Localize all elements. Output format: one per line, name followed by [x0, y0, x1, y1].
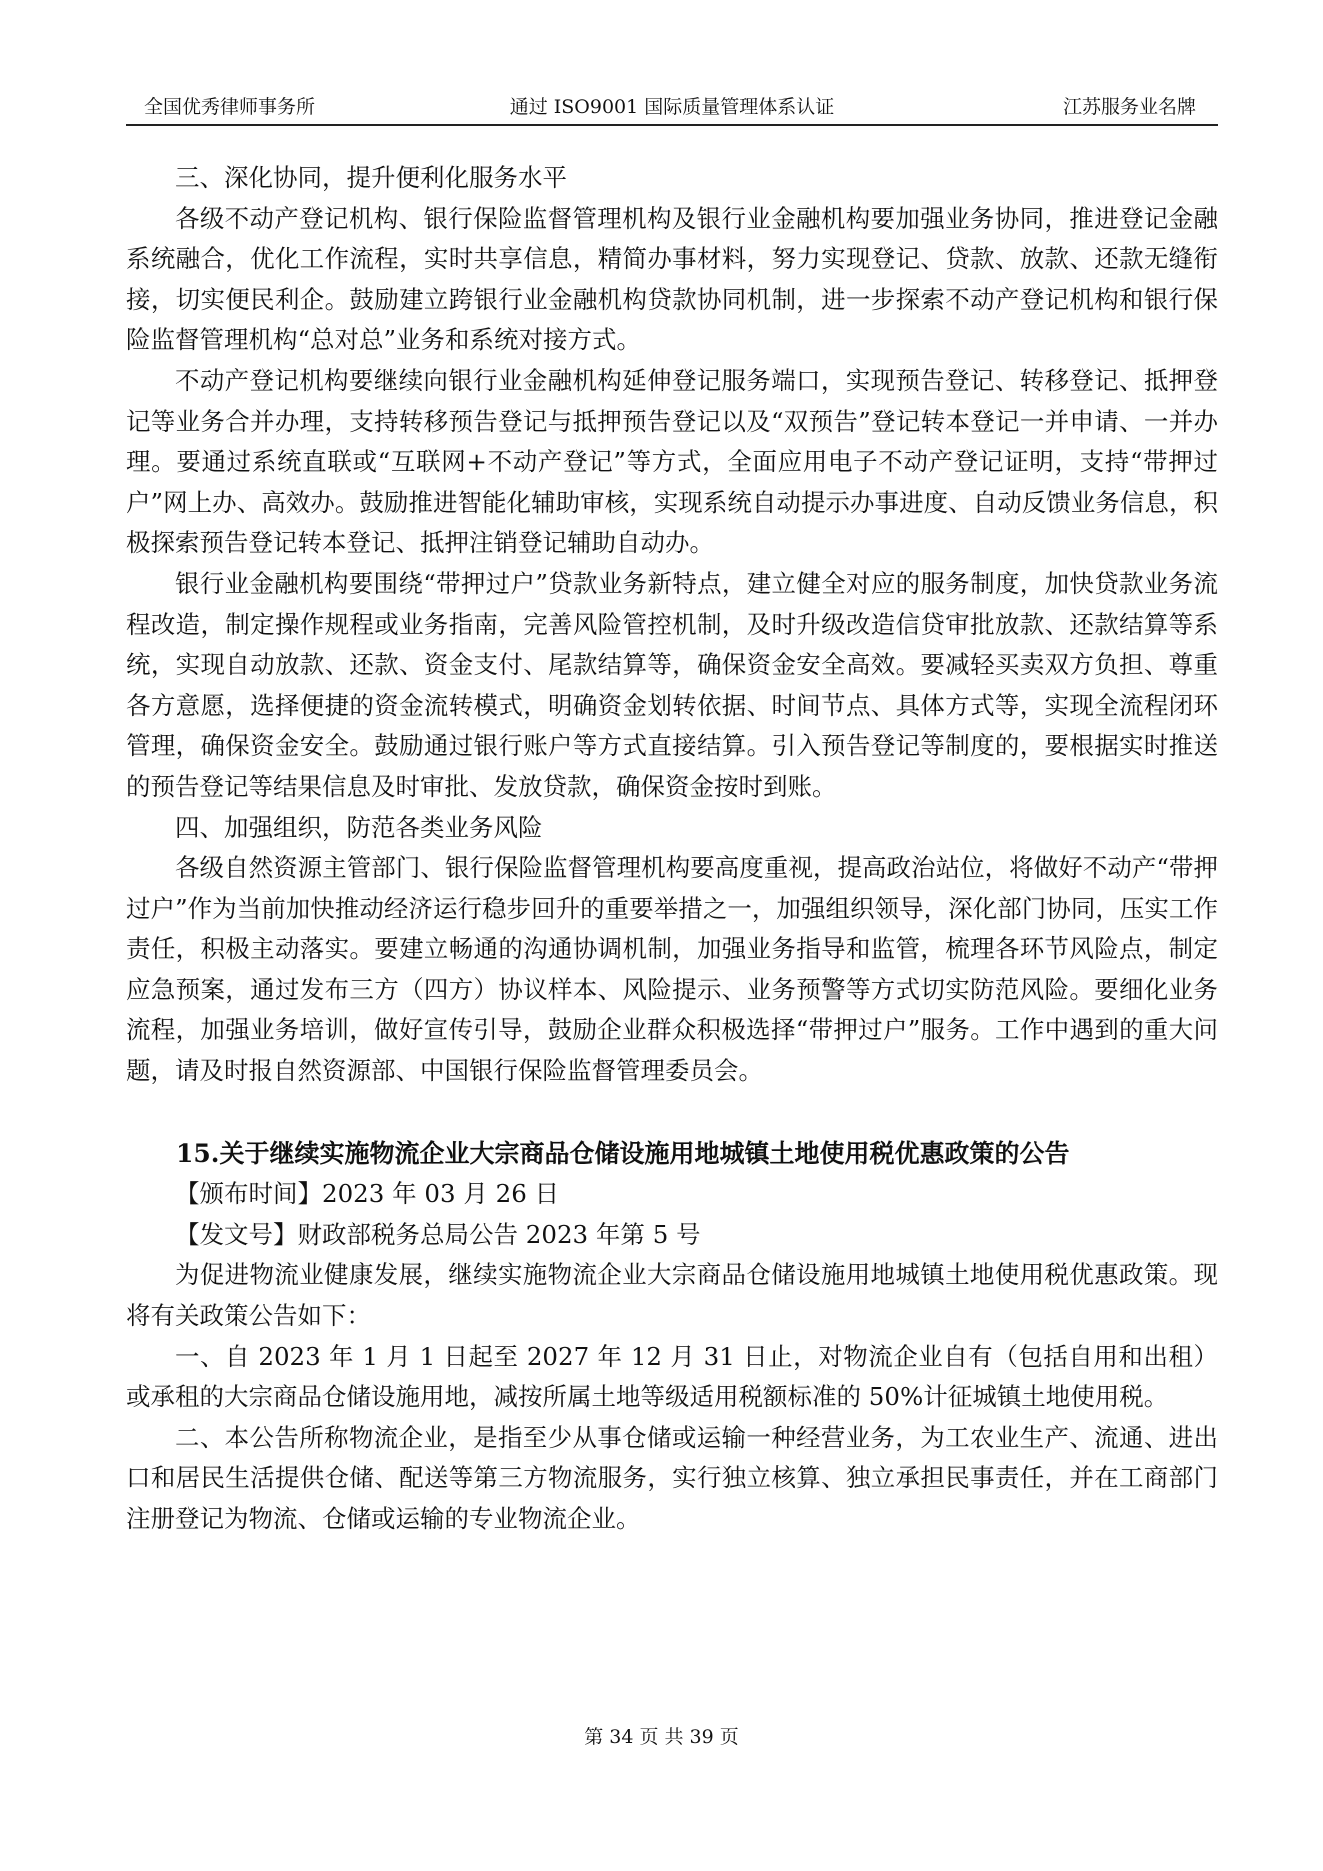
header-right-text: 江苏服务业名牌: [1062, 96, 1196, 118]
page-number: 第 34 页 共 39 页: [584, 1726, 739, 1748]
header-center-text: 通过 ISO9001 国际质量管理体系认证: [509, 96, 835, 118]
section-heading-3: 三、深化协同，提升便利化服务水平: [175, 163, 567, 192]
paragraph: 各级自然资源主管部门、银行保险监督管理机构要高度重视，提高政治站位，将做好不动产“带押过户”作为当前加快推动经济运行稳步回升的重要举措之一，加强组织领导，深化部门协同，压实工作责任，积极主动落实。要建立畅通的沟通协调机制，加强业务指导和监管，梳理各环节风险点，制定应急预案，通过发布三方（四方）协议样本、风险提示、业务预警等方式切实防范风险。要细化业务流程，加强业务培训，做好宣传引导，鼓励企业群众积极选择“带押过户”服务。工作中遇到的重大问题，请及时报自然资源部、中国银行保险监督管理委员会。: [126, 853, 1218, 1086]
paragraph: 各级不动产登记机构、银行保险监督管理机构及银行业金融机构要加强业务协同，推进登记金融系统融合，优化工作流程，实时共享信息，精简办事材料，努力实现登记、贷款、放款、还款无缝衔接，切实便民利企。鼓励建立跨银行业金融机构贷款协同机制，进一步探索不动产登记机构和银行保险监督管理机构“总对总”业务和系统对接方式。: [126, 203, 1218, 355]
paragraph: 二、本公告所称物流企业，是指至少从事仓储或运输一种经营业务，为工农业生产、流通、进出口和居民生活提供仓储、配送等第三方物流服务，实行独立核算、独立承担民事责任，并在工商部门注册登记为物流、仓储或运输的专业物流企业。: [126, 1422, 1218, 1533]
section-heading-4: 四、加强组织，防范各类业务风险: [175, 812, 543, 842]
paragraph: 一、自 2023 年 1 月 1 日起至 2027 年 12 月 31 日止，对物流企业自有（包括自用和出租）或承租的大宗商品仓储设施用地，减按所属土地等级适用税额标准的 50%计征城镇土地使用税。: [126, 1341, 1218, 1412]
issue-date: 【颁布时间】2023 年 03 月 26 日: [175, 1179, 560, 1209]
document-body: [126, 158, 1218, 1540]
paragraph: 不动产登记机构要继续向银行业金融机构延伸登记服务端口，实现预告登记、转移登记、抵押登记等业务合并办理，支持转移预告登记与抵押预告登记以及“双预告”登记转本登记一并申请、一并办理。要通过系统直联或“互联网+不动产登记”等方式，全面应用电子不动产登记证明，支持“带押过户”网上办、高效办。鼓励推进智能化辅助审核，实现系统自动提示办事进度、自动反馈业务信息，积极探索预告登记转本登记、抵押注销登记辅助自动办。: [126, 365, 1218, 558]
paragraph: 银行业金融机构要围绕“带押过户”贷款业务新特点，建立健全对应的服务制度，加快贷款业务流程改造，制定操作规程或业务指南，完善风险管控机制，及时升级改造信贷审批放款、还款结算等系统，实现自动放款、还款、资金支付、尾款结算等，确保资金安全高效。要减轻买卖双方负担、尊重各方意愿，选择便捷的资金流转模式，明确资金划转依据、时间节点、具体方式等，实现全流程闭环管理，确保资金安全。鼓励通过银行账户等方式直接结算。引入预告登记等制度的，要根据实时推送的预告登记等结果信息及时审批、发放贷款，确保资金按时到账。: [126, 568, 1218, 801]
page-header: [126, 90, 1218, 126]
notice-title: 15.关于继续实施物流企业大宗商品仓储设施用地城镇土地使用税优惠政策的公告: [176, 1138, 1070, 1168]
document-number: 【发文号】财政部税务总局公告 2023 年第 5 号: [175, 1219, 701, 1249]
header-left-text: 全国优秀律师事务所: [144, 96, 316, 118]
paragraph: 为促进物流业健康发展，继续实施物流企业大宗商品仓储设施用地城镇土地使用税优惠政策。现将有关政策公告如下：: [126, 1260, 1218, 1331]
